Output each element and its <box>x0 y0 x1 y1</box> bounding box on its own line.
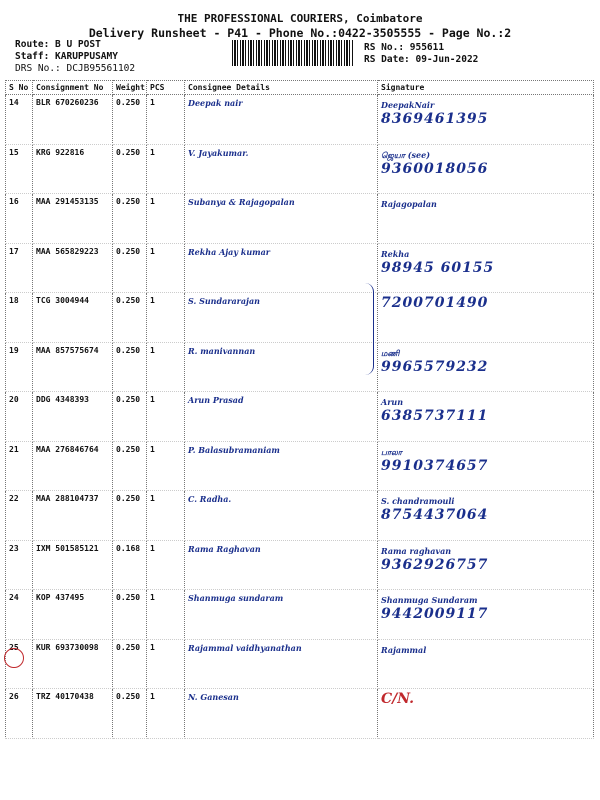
signature-phone: 9360018056 <box>381 160 489 177</box>
table-row <box>6 590 594 640</box>
col-sno: S No <box>6 81 33 95</box>
row-pcs: 1 <box>147 491 185 541</box>
row-sno: 18 <box>6 293 33 343</box>
table-row <box>6 441 594 491</box>
table-row <box>6 243 594 293</box>
col-signature: Signature <box>378 81 594 95</box>
row-weight: 0.250 <box>113 243 147 293</box>
row-sno: 26 <box>6 689 33 739</box>
signature-phone: 9362926757 <box>381 556 489 573</box>
row-consignee: Deepak nair <box>185 95 378 145</box>
signature-phone: 9442009117 <box>381 606 489 622</box>
row-consignee: V. Jayakumar. <box>185 144 378 194</box>
route-label: Route: B U POST <box>15 39 101 50</box>
row-weight: 0.250 <box>113 144 147 194</box>
row-signature <box>378 590 594 640</box>
drs-label: DRS No.: DCJB95561102 <box>15 63 136 74</box>
row-weight: 0.250 <box>113 441 147 491</box>
row-signature <box>378 540 594 590</box>
row-sno: 17 <box>6 243 33 293</box>
row-consignment: MAA 276846764 <box>33 441 113 491</box>
signature-phone: 9910374657 <box>381 457 489 474</box>
signature-text: S. chandramouli <box>381 496 455 506</box>
company-title: THE PROFESSIONAL COURIERS, Coimbatore <box>177 12 423 25</box>
signature-text: C/N. <box>381 691 415 707</box>
row-pcs: 1 <box>147 342 185 392</box>
barcode <box>232 40 354 66</box>
signature-text: பாலா <box>381 446 402 457</box>
row-consignment: MAA 565829223 <box>33 243 113 293</box>
signature-text: Arun <box>381 397 404 407</box>
row-sno: 24 <box>6 590 33 640</box>
row-weight: 0.250 <box>113 491 147 541</box>
table-row <box>6 293 594 343</box>
row-consignment: KOP 437495 <box>33 590 113 640</box>
signature-text: Rajagopalan <box>381 199 437 209</box>
row-consignment: MAA 291453135 <box>33 194 113 244</box>
row-signature <box>378 144 594 194</box>
row-sno: 15 <box>6 144 33 194</box>
col-consignment: Consignment No <box>33 81 113 95</box>
table-row <box>6 540 594 590</box>
row-signature <box>378 392 594 442</box>
table-row <box>6 392 594 442</box>
row-pcs: 1 <box>147 95 185 145</box>
signature-text: DeepakNair <box>381 100 435 110</box>
row-sno: 22 <box>6 491 33 541</box>
table-row <box>6 144 594 194</box>
row-consignee: Rama Raghavan <box>185 540 378 590</box>
col-weight: Weight <box>113 81 147 95</box>
row-weight: 0.250 <box>113 342 147 392</box>
row-signature <box>378 194 594 244</box>
row-signature <box>378 243 594 293</box>
row-pcs: 1 <box>147 689 185 739</box>
row-sno: 14 <box>6 95 33 145</box>
row-signature <box>378 342 594 392</box>
table-row <box>6 342 594 392</box>
row-consignee: N. Ganesan <box>185 689 378 739</box>
circle-mark <box>4 648 24 668</box>
signature-text: Rekha <box>381 248 410 259</box>
table-row <box>6 95 594 145</box>
row-consignee: Subanya & Rajagopalan <box>185 194 378 244</box>
row-consignment: TRZ 40170438 <box>33 689 113 739</box>
row-pcs: 1 <box>147 590 185 640</box>
row-consignment: KUR 693730098 <box>33 639 113 689</box>
row-weight: 0.250 <box>113 639 147 689</box>
row-consignment: KRG 922816 <box>33 144 113 194</box>
signature-phone: 8369461395 <box>381 111 489 127</box>
row-pcs: 1 <box>147 293 185 343</box>
row-pcs: 1 <box>147 441 185 491</box>
signature-text: Shanmuga Sundaram <box>381 595 478 605</box>
row-consignment: MAA 288104737 <box>33 491 113 541</box>
row-consignee: C. Radha. <box>185 491 378 541</box>
table-row <box>6 194 594 244</box>
row-consignee: Shanmuga sundaram <box>185 590 378 640</box>
row-consignee: P. Balasubramaniam <box>185 441 378 491</box>
row-consignee: Arun Prasad <box>185 392 378 442</box>
signature-text: Rajammal <box>381 644 427 655</box>
col-pcs: PCS <box>147 81 185 95</box>
row-signature <box>378 639 594 689</box>
rs-number: RS No.: 955611 <box>364 42 445 53</box>
rs-date: RS Date: 09-Jun-2022 <box>364 54 479 65</box>
row-pcs: 1 <box>147 194 185 244</box>
row-sno: 16 <box>6 194 33 244</box>
row-pcs: 1 <box>147 639 185 689</box>
table-row <box>6 689 594 739</box>
bracket-mark <box>365 283 374 375</box>
row-consignment: IXM 501585121 <box>33 540 113 590</box>
col-consignee: Consignee Details <box>185 81 378 95</box>
row-sno: 21 <box>6 441 33 491</box>
signature-text: ஜெயா (see) <box>381 149 430 160</box>
row-pcs: 1 <box>147 144 185 194</box>
row-signature <box>378 689 594 739</box>
signature-phone: 8754437064 <box>381 507 489 523</box>
row-pcs: 1 <box>147 392 185 442</box>
staff-label: Staff: KARUPPUSAMY <box>15 51 118 62</box>
row-consignee: Rekha Ajay kumar <box>185 243 378 293</box>
row-pcs: 1 <box>147 540 185 590</box>
row-sno: 25 <box>6 639 33 689</box>
signature-phone: 7200701490 <box>381 295 489 311</box>
row-weight: 0.250 <box>113 689 147 739</box>
row-weight: 0.250 <box>113 293 147 343</box>
row-signature <box>378 95 594 145</box>
row-consignee: R. manivannan <box>185 342 378 392</box>
row-consignment: BLR 670260236 <box>33 95 113 145</box>
row-sno: 19 <box>6 342 33 392</box>
row-consignee: S. Sundararajan <box>185 293 378 343</box>
row-consignment: MAA 857575674 <box>33 342 113 392</box>
row-pcs: 1 <box>147 243 185 293</box>
row-sno: 23 <box>6 540 33 590</box>
row-sno: 20 <box>6 392 33 442</box>
table-row <box>6 491 594 541</box>
runsheet-title: Delivery Runsheet - P41 - Phone No.:0422-3505555 - Page No.:2 <box>88 26 512 40</box>
row-signature <box>378 441 594 491</box>
row-consignment: DDG 4348393 <box>33 392 113 442</box>
signature-phone: 9965579232 <box>381 358 489 375</box>
row-consignee: Rajammal vaidhyanathan <box>185 639 378 689</box>
row-weight: 0.250 <box>113 590 147 640</box>
signature-phone: 6385737111 <box>381 408 489 424</box>
signature-phone: 98945 60155 <box>381 259 495 276</box>
row-weight: 0.168 <box>113 540 147 590</box>
signature-text: மணி <box>381 347 400 358</box>
row-weight: 0.250 <box>113 95 147 145</box>
table-row <box>6 639 594 689</box>
table-header <box>6 81 594 95</box>
row-signature <box>378 293 594 343</box>
runsheet-table <box>5 80 594 739</box>
row-consignment: TCG 3004944 <box>33 293 113 343</box>
signature-text: Rama raghavan <box>381 545 452 556</box>
row-signature <box>378 491 594 541</box>
row-weight: 0.250 <box>113 392 147 442</box>
row-weight: 0.250 <box>113 194 147 244</box>
